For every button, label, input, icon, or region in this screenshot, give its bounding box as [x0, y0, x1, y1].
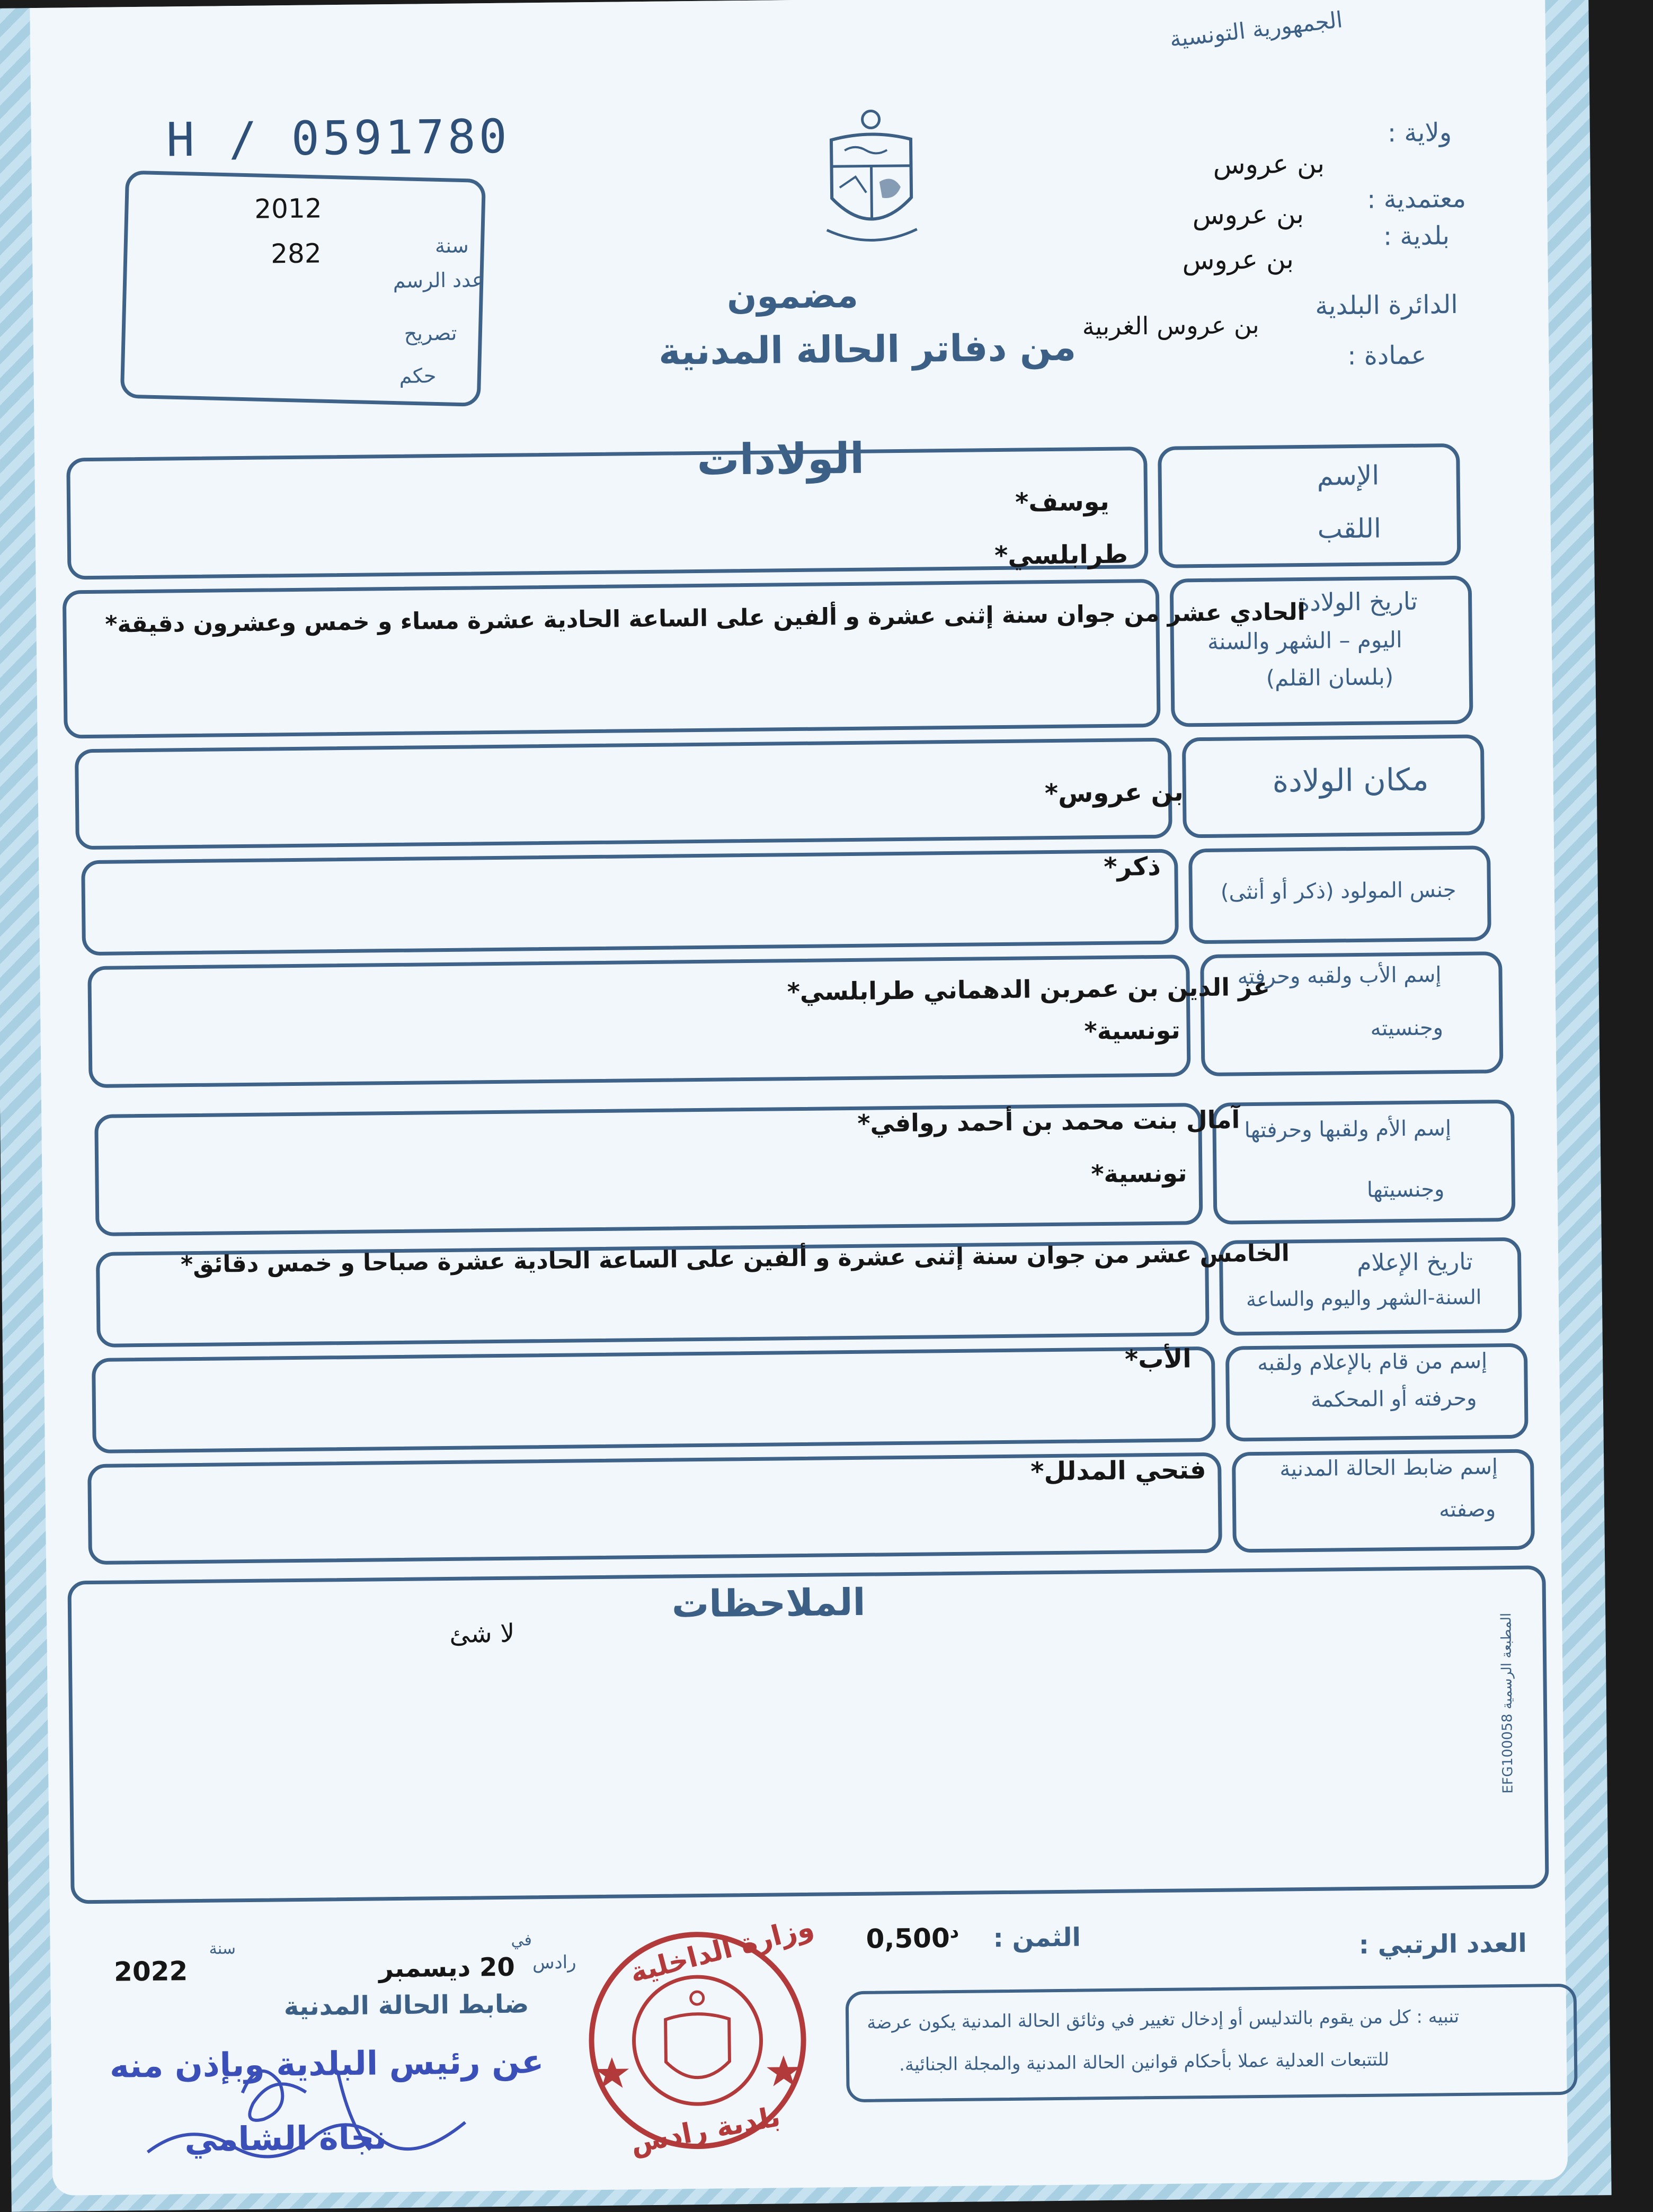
notice-box [846, 1984, 1578, 2102]
value-box-birth-place [75, 738, 1172, 850]
issue-place: رادس [532, 1951, 576, 1974]
field-label-father-nationality: وجنسيته [1370, 1015, 1444, 1041]
governorate-label: ولاية : [1387, 118, 1452, 148]
printer-side-mark: المطبعة الرسمية EFG100058 [1498, 1612, 1516, 1794]
field-label-birth-date-note: (بلسان القلم) [1266, 664, 1394, 691]
field-value-mother: آمال بنت محمد بن أحمد روافي* [857, 1105, 1240, 1138]
field-value-surname: طرابلسي* [994, 539, 1128, 571]
signer-line2: نجاة الشامي [184, 2118, 387, 2159]
field-label-birth-date: تاريخ الولادة [1296, 586, 1418, 617]
field-label-declaration-date-sub: السنة-الشهر واليوم والساعة [1246, 1285, 1482, 1312]
district-value: بن عروس الغربية [1082, 310, 1259, 341]
field-label-birth-place: مكان الولادة [1272, 761, 1429, 799]
field-label-declarant: إسم من قام بالإعلام ولقبه [1257, 1349, 1488, 1376]
registry-number: 282 [270, 238, 322, 270]
price-label: الثمن : [993, 1922, 1081, 1954]
issue-year: 2022 [113, 1956, 188, 1987]
issue-day-month: 20 ديسمبر [378, 1952, 516, 1984]
field-value-birth-date: الحادي عشر من جوان سنة إثنى عشرة و ألفين على الساعة الحادية عشرة مساء و خمس وعشرون دقيقة* [105, 598, 1306, 638]
municipality-label: بلدية : [1383, 221, 1450, 252]
issue-year-label: سنة [209, 1939, 236, 1958]
field-label-name: الإسم [1317, 460, 1380, 492]
field-label-declarant-sub: وحرفته أو المحكمة [1310, 1386, 1477, 1412]
delegation-value: بن عروس [1192, 198, 1304, 231]
district-label: الدائرة البلدية [1315, 289, 1458, 321]
field-value-birth-place: بن عروس* [1044, 777, 1184, 809]
field-label-father: إسم الأب ولقبه وحرفته [1237, 962, 1442, 989]
price-unit: د [949, 1921, 959, 1943]
municipality-value: بن عروس [1182, 244, 1294, 276]
field-label-officer: إسم ضابط الحالة المدنية [1279, 1455, 1498, 1482]
field-label-mother: إسم الأم ولقبها وحرفتها [1244, 1116, 1452, 1143]
registry-year-label: سنة [434, 234, 469, 258]
section-title: الولادات [696, 433, 865, 485]
remarks-value: لا شئ [449, 1618, 515, 1649]
tunisia-coat-of-arms-icon [815, 107, 928, 251]
delegation-label: معتمدية : [1366, 183, 1467, 215]
field-value-father-nationality: تونسية* [1084, 1015, 1180, 1046]
ordinal-label: العدد الرتبي : [1358, 1928, 1527, 1960]
registry-number-label: عدد الرسم [393, 268, 484, 292]
serial-number: H / 0591780 [166, 109, 511, 167]
signer-line1: عن رئيس البلدية وبإذن منه [109, 2042, 544, 2085]
value-box-declarant [92, 1346, 1216, 1453]
registry-judgment-label: حكم [399, 364, 437, 388]
field-value-declaration-date: الخامس عشر من جوان سنة إثنى عشرة و ألفين على الساعة الحادية عشرة صباحا و خمس دقائق* [180, 1239, 1290, 1279]
field-value-name: يوسف* [1015, 486, 1110, 518]
value-box-name [66, 447, 1148, 579]
field-label-mother-nationality: وجنسيتها [1366, 1177, 1445, 1202]
price-value [866, 1921, 959, 1954]
republic-header: الجمهورية التونسية [1168, 6, 1344, 52]
officer-title: ضابط الحالة المدنية [283, 1989, 529, 2022]
field-label-surname: اللقب [1317, 513, 1382, 545]
legal-notice-line1: تنبيه : كل من يقوم بالتدليس أو إدخال تغيير في وثائق الحالة المدنية يكون عرضة [867, 2006, 1460, 2033]
label-box-name [1158, 443, 1461, 568]
remarks-label: الملاحظات [671, 1580, 866, 1626]
field-value-declarant: الأب* [1124, 1344, 1192, 1375]
registry-year: 2012 [254, 193, 322, 225]
field-value-officer: فتحي المدلل* [1030, 1455, 1206, 1487]
field-value-sex: ذكر* [1104, 851, 1161, 882]
field-label-declaration-date: تاريخ الإعلام [1356, 1248, 1473, 1277]
sector-label: عمادة : [1347, 340, 1427, 371]
field-value-mother-nationality: تونسية* [1091, 1158, 1187, 1189]
field-label-sex: جنس المولود (ذكر أو أنثى) [1220, 878, 1456, 905]
issue-date-prefix: في [511, 1931, 532, 1950]
governorate-value: بن عروس [1213, 148, 1325, 180]
price-amount: 0,500 [866, 1922, 950, 1955]
document-title-line1: مضمون [726, 274, 859, 317]
field-label-birth-date-sub: اليوم – الشهر والسنة [1207, 627, 1402, 655]
registry-declaration-label: تصريح [404, 321, 457, 345]
field-value-father: عز الدين بن عمربن الدهماني طرابلسي* [787, 972, 1270, 1006]
document-paper [30, 0, 1568, 2196]
seal-text-bottom: بلدية رادس [628, 2101, 783, 2160]
seal-text-top: وزارة الداخلية [626, 1911, 817, 1990]
value-box-sex [81, 849, 1179, 956]
legal-notice-line2: للتتبعات العدلية عملا بأحكام قوانين الحالة المدنية والمجلة الجنائية. [899, 2049, 1390, 2076]
document-title-line2: من دفاتر الحالة المدنية [658, 325, 1077, 373]
field-label-officer-sub: وصفته [1438, 1497, 1496, 1522]
